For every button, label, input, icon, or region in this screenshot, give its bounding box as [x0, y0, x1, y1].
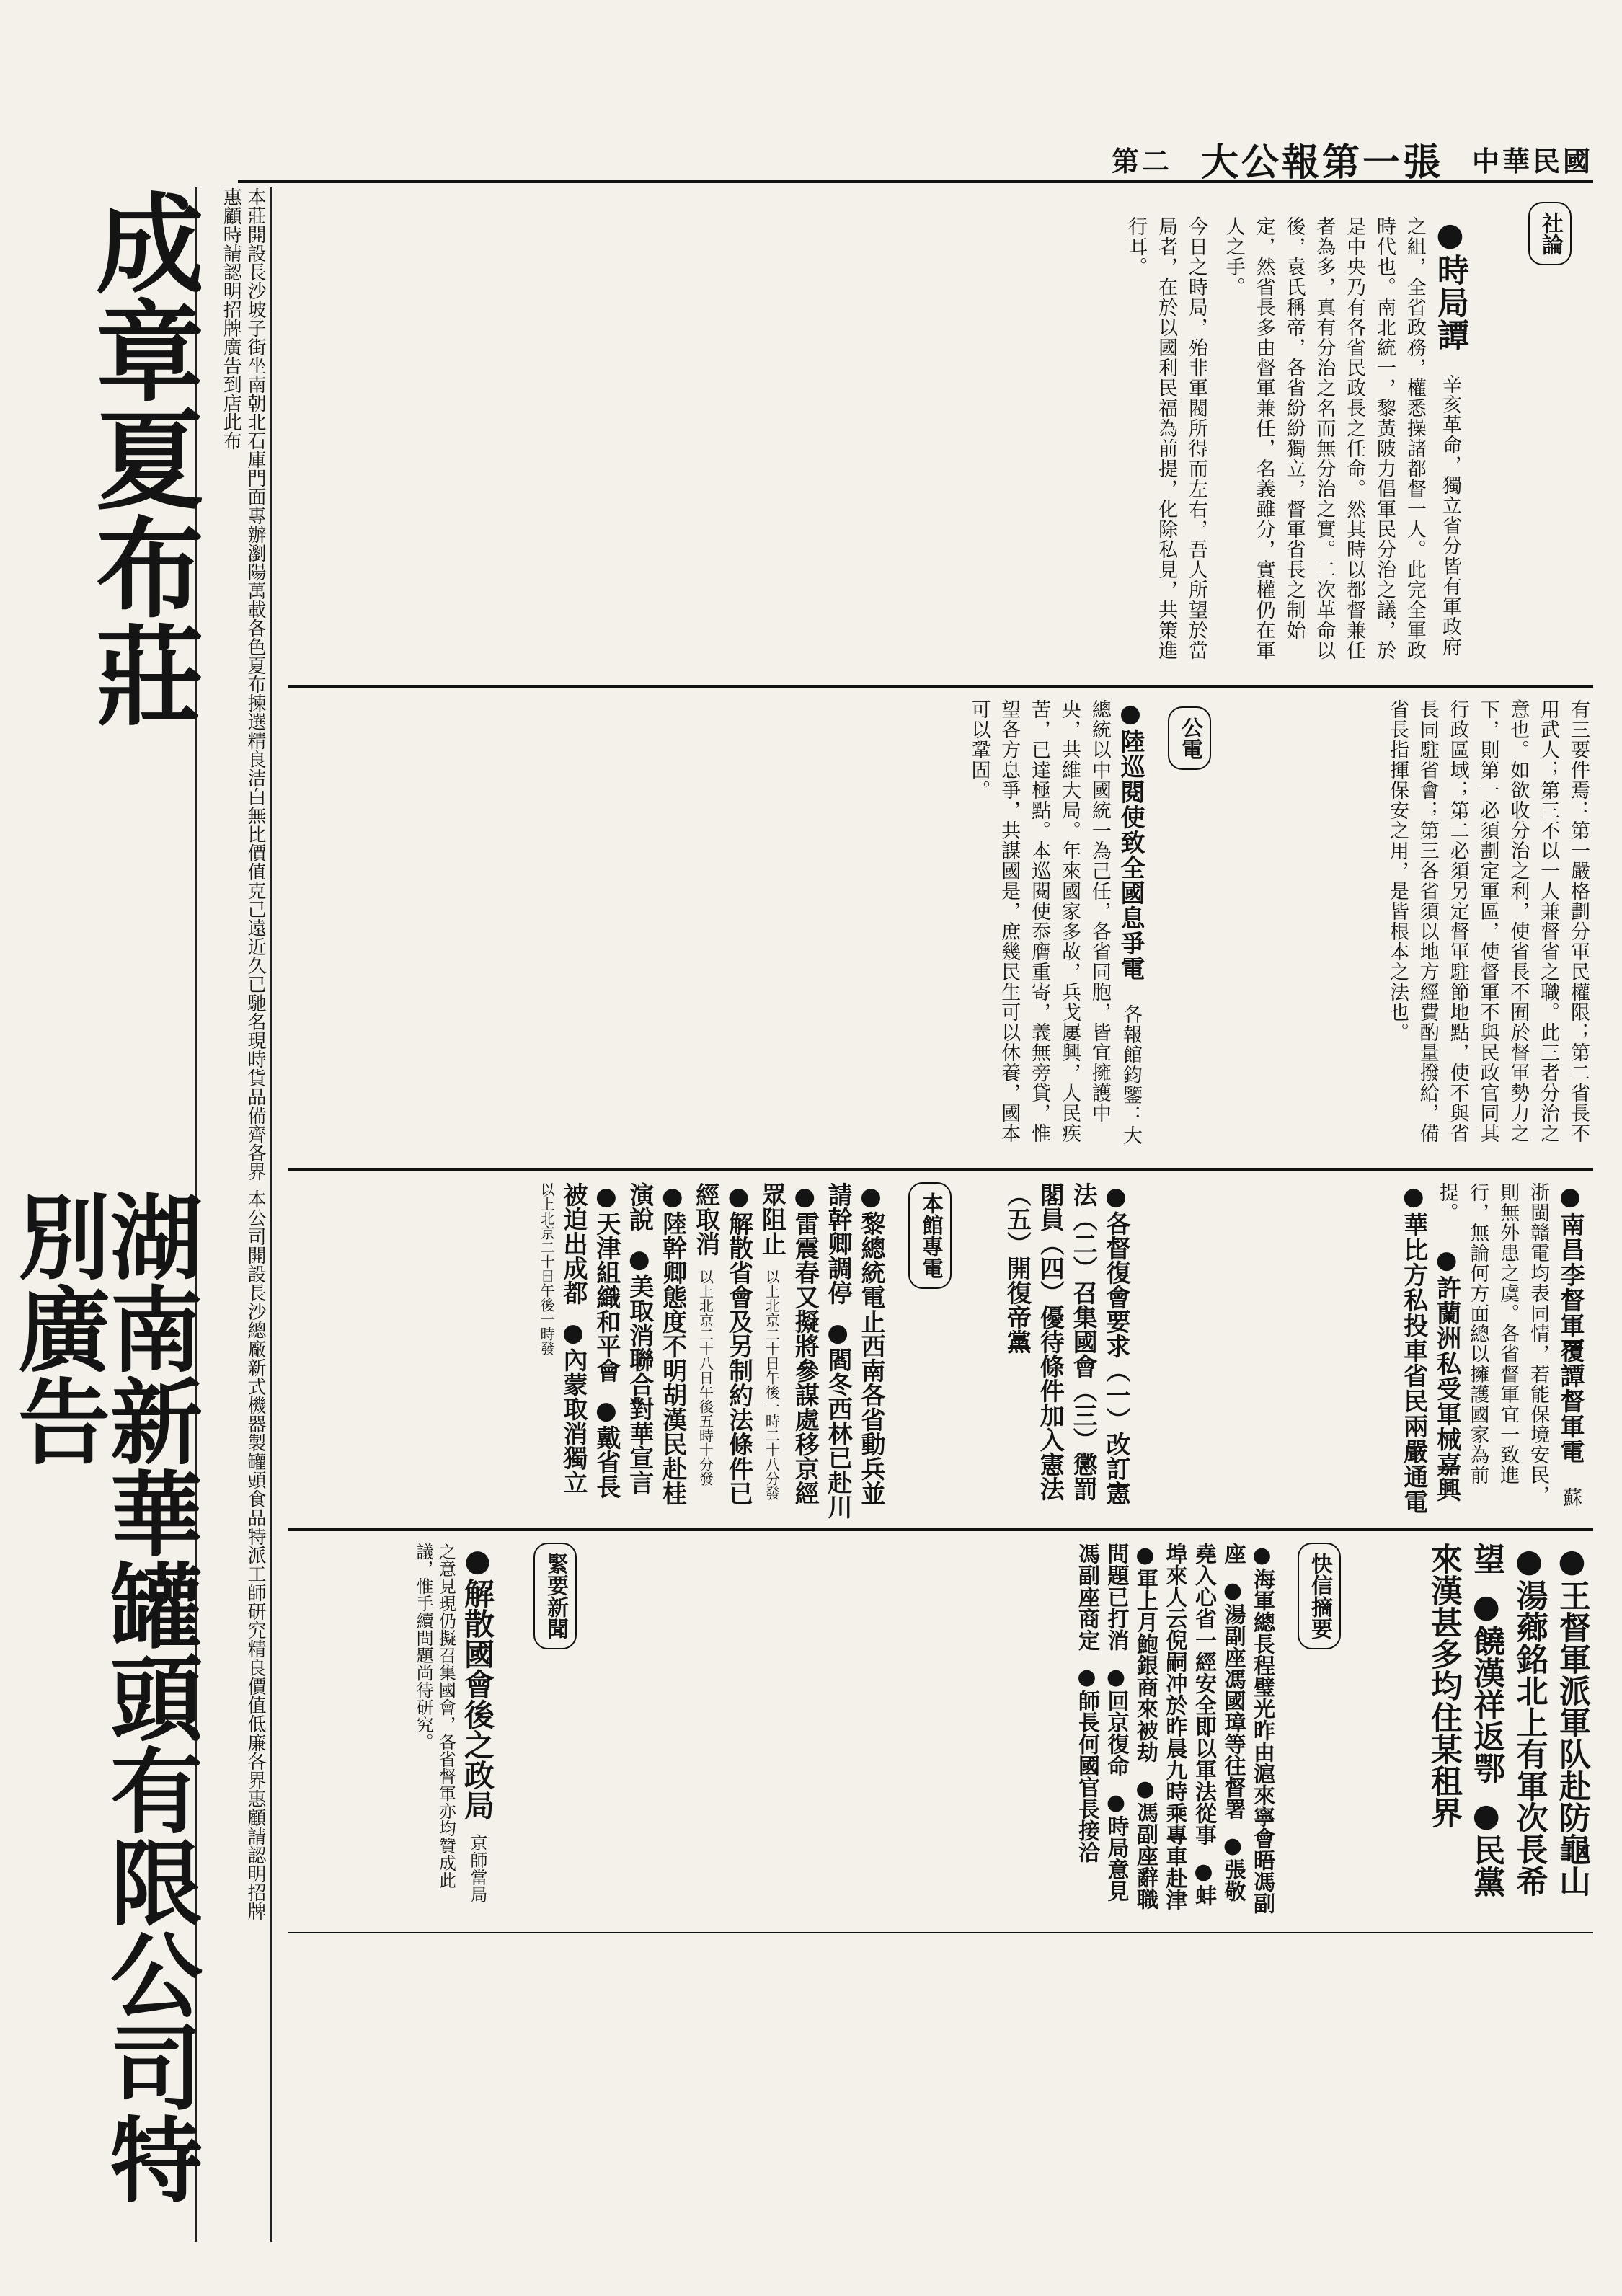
gongdian-label-col — [1153, 706, 1211, 1153]
ad-top — [43, 187, 204, 1189]
ad-top-details: 本莊開設長沙坡子街坐南朝北石庫門面專辦瀏陽萬載各色夏布揀選精良洁白無比價值克己遠近久已馳名現時貨品備齊各界惠顧時請認明招牌廣告到店此布 — [220, 187, 266, 1181]
jinyao-body: 京師當局之意見現仍擬召集國會，各省督軍亦均贊成此議，惟手續問題尚待研究。 — [413, 1543, 487, 1903]
center-news-block — [288, 1182, 887, 1521]
mid-right-item-1: ●南昌李督軍覆譚督軍電 — [1556, 1182, 1585, 1464]
editorial-body-continued — [288, 216, 1211, 663]
editorial-body — [1222, 216, 1471, 663]
editorial-body-2-text: 有三要件焉：第一嚴格劃分軍民權限；第二省長不用武人；第三不以一人兼督省之職。此三者分治之意也。如欲收分治之利，使省長不囿於督軍勢力之下，則第一必須劃定軍區，使督軍不與民政官同其行政區域；第二必須另定督軍駐節地點，使不與省長同駐省會；第三各省須以地方經費酌量撥給，備省長指揮保安之用，是皆根本之法也。 — [1386, 699, 1590, 1143]
center-news-timestamp-1: 以上北京二十八日午後五時十分發 — [696, 1269, 714, 1486]
tier-rule-3 — [288, 1528, 1593, 1531]
kuaixin-section-label: 快信摘要 — [1298, 1543, 1341, 1649]
kuaixin-label-col — [1283, 1543, 1341, 1918]
header-band — [238, 137, 1593, 183]
jinyao-section-label: 緊要新聞 — [533, 1543, 577, 1649]
kuaixin-item-0: ●海軍總長程璧光昨由滬來寧會晤馮副座 — [1220, 1543, 1275, 1914]
jinyao-block — [288, 1543, 497, 1918]
center-news-item-2: ●閻冬西林已赴川 — [823, 1318, 853, 1519]
kuaixin-item-6: ●回京復命 — [1103, 1665, 1129, 1776]
editorial-heading: ●時局譚 — [1432, 216, 1468, 351]
gongdian-body — [288, 699, 1146, 1161]
kuaixin-item-5: ●馮副座辭職問題已打消 — [1103, 1543, 1158, 1910]
kuaixin-block — [591, 1543, 1276, 1918]
right-headline-1: ●湯薌銘北上有軍次長希望 — [1468, 1543, 1548, 1897]
kuaixin-item-2: ●張敬堯入心省一經安全即以軍法從事 — [1191, 1543, 1246, 1902]
center-news-item-4: ●解散省會及另制約法條件已經取消 — [691, 1182, 753, 1505]
mid-right-body: 蘇浙閩贛電均表同情，若能保境安民，則無外患之虞。各省督軍宜一致進行，無論何方面總以擁護國家為前提。 — [1435, 1182, 1582, 1507]
center-news-item-6: ●美取消聯合對華宣言 — [624, 1245, 654, 1494]
gongdian-text: 各報館鈞鑒：大總統以中國統一為己任，各省同胞，皆宜擁護中央，共維大局。年來國家多故，兵戈屢興，人民疾苦，已達極點。本巡閱使忝膺重寄，義無旁貸，惟望各方息爭，共謀國是，庶幾民生可以休養，國本可以鞏固。 — [967, 699, 1142, 1145]
editorial-body-2 — [1218, 699, 1593, 1161]
center-news-item-8: ●戴省長被迫出成都 — [558, 1182, 621, 1499]
ad-bottom-details-col — [195, 1189, 267, 2242]
right-bottom-headlines — [1355, 1543, 1593, 1918]
editorial-body-text-2: 今日之時局，殆非軍閥所得而左右，吾人所望於當局者，在於以國利民福為前提，化除私見，共策進行耳。 — [1125, 216, 1207, 660]
center-news-item-5: ●陸幹卿態度不明胡漢民赴桂演說 — [624, 1182, 687, 1505]
ad-bottom-title: 湖南新華罐頭有限公司特別廣告 — [2, 1189, 203, 2204]
editorial-section-label: 社論 — [1528, 202, 1572, 265]
center-news-item-7: ●天津組織和平會 — [591, 1182, 621, 1383]
center-news-item-9: ●內蒙取消獨立 — [558, 1318, 588, 1494]
kuaixin-item-8: ●師長何國官長接洽 — [1074, 1665, 1099, 1863]
ad-bottom — [2, 1189, 203, 2242]
right-headline-3: ●民黨來漢甚多均住某租界 — [1424, 1543, 1505, 1897]
jinyao-label-col — [505, 1543, 577, 1918]
jinyao-title: ●解散國會後之政局 — [460, 1543, 495, 1820]
center-news-item-0: ●各督復會要求（一）改訂憲法（二）召集國會（三）懲罰閣員（四）優待條件加入憲法（五）開復帝黨 — [1002, 1182, 1130, 1505]
mid-right-item-3: ●華比方私投車省民兩嚴通電 — [1399, 1182, 1428, 1515]
header-left-fragment: 第二 — [1111, 144, 1172, 177]
column-divider — [270, 187, 272, 2242]
kuaixin-item-1: ●湯副座馮國璋等往督署 — [1220, 1578, 1246, 1819]
center-news-item-1: ●黎總統電止西南各省動兵並請幹卿調停 — [823, 1182, 885, 1505]
kuaixin-item-7: ●時局意見馮副座商定 — [1074, 1543, 1129, 1902]
benbao-label-col — [894, 1182, 952, 1528]
center-news-right — [959, 1182, 1132, 1521]
gongdian-title: ●陸巡閱使致全國息爭電 — [1116, 699, 1145, 981]
ad-top-details-col — [195, 187, 267, 1189]
masthead: 大公報第一張 — [1200, 140, 1443, 185]
ad-bottom-details: 本公司開設長沙總廠新式機器製罐頭食品特派工師研究精良價值低廉各界惠顧請認明招牌 — [244, 1189, 266, 1920]
right-headline-2: ●饒漢祥返鄂 — [1468, 1588, 1505, 1783]
tier-rule-2 — [288, 1168, 1593, 1171]
mid-right-block — [1139, 1182, 1586, 1521]
header-right-fragment: 中華民國 — [1471, 144, 1593, 177]
ad-top-title: 成章夏布莊 — [77, 187, 204, 728]
benbao-section-label: 本館專電 — [908, 1182, 952, 1289]
mid-right-item-2: ●許蘭洲私受軍械嘉興 — [1432, 1246, 1461, 1502]
kuaixin-item-4: ●軍上月鮑銀商來被劫 — [1133, 1543, 1158, 1763]
gongdian-section-label: 公電 — [1168, 706, 1211, 770]
center-news-timestamp-2: 以上北京二十日午後一時發 — [538, 1182, 556, 1355]
editorial-body-text: 辛亥革命，獨立省分皆有軍政府之組，全省政務，權悉操諸都督一人。此完全軍政時代也。南北統一，黎黃陂力倡軍民分治之議，於是中央乃有各省民政長之任命。然其時以都督兼任者為多，真有分治之名而無分治之實。二次革命以後，袁氏稱帝，各省紛紛獨立，督軍省長之制始定，然省長多由督軍兼任，名義雖分，實權仍在軍人之手。 — [1222, 216, 1461, 660]
tier-rule-1 — [288, 685, 1593, 688]
right-headline-0: ●王督軍派軍队赴防龜山 — [1554, 1543, 1590, 1897]
center-news-timestamp-0: 以上北京二十日午後一時二十八分發 — [763, 1269, 781, 1500]
bottom-rule — [288, 1932, 1593, 1933]
center-news-item-3: ●雷震春又擬將參謀處移京經眾阻止 — [757, 1182, 820, 1505]
kuaixin-item-3: ●蚌埠來人云倪嗣冲於昨晨九時乘專車赴津 — [1161, 1543, 1216, 1910]
editorial-label-col — [1485, 202, 1572, 706]
